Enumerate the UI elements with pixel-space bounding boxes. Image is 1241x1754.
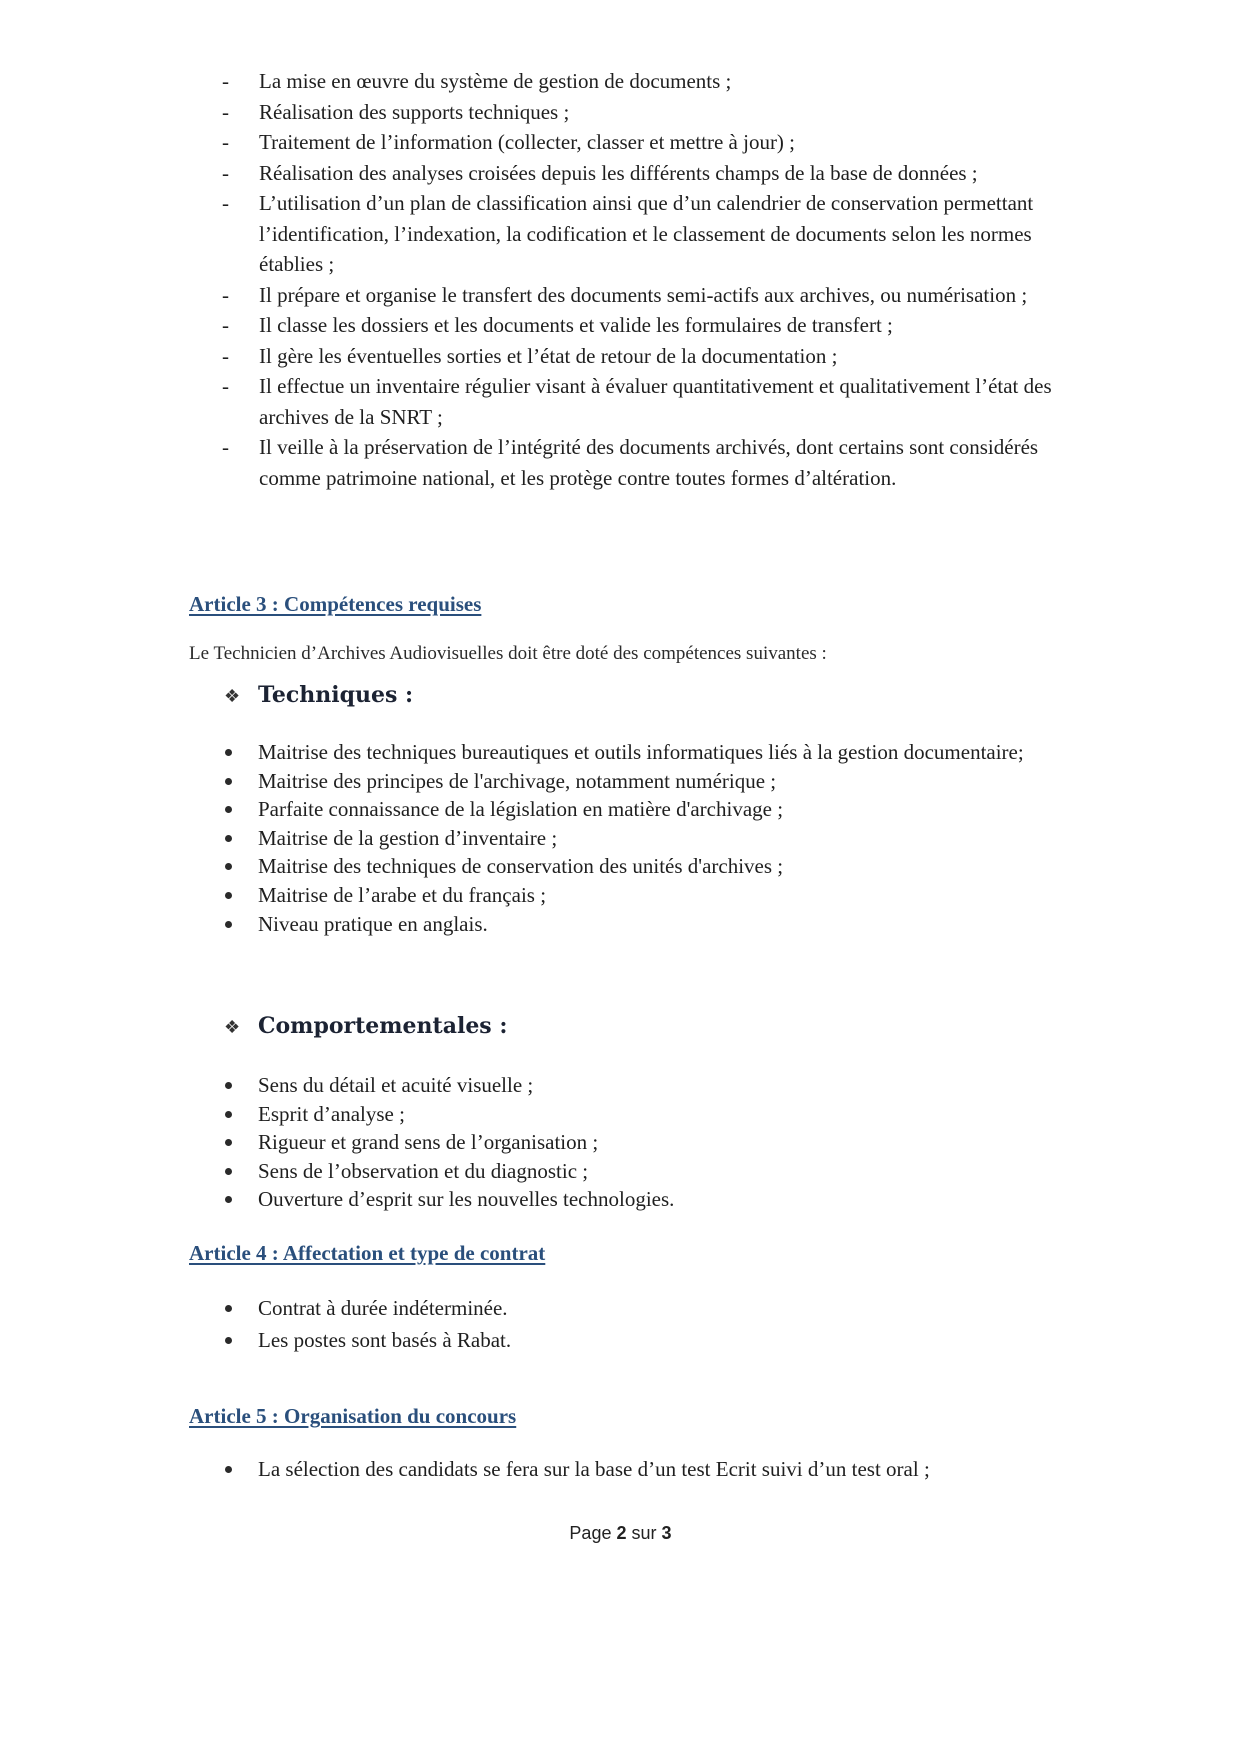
techniques-heading bbox=[224, 682, 413, 708]
techniques-title: Techniques : bbox=[258, 682, 414, 708]
bullet-dot-icon bbox=[225, 1337, 232, 1344]
list-item bbox=[222, 1128, 1072, 1157]
list-item bbox=[222, 1185, 1072, 1214]
bullet-dot-icon bbox=[225, 778, 232, 785]
duty-text: La mise en œuvre du système de gestion de documents ; bbox=[259, 69, 732, 93]
comportementales-heading bbox=[224, 1013, 507, 1039]
skill-text: Maitrise des principes de l'archivage, notamment numérique ; bbox=[258, 768, 777, 793]
contract-text: Contrat à durée indéterminée. bbox=[258, 1296, 508, 1320]
list-item bbox=[222, 158, 1072, 189]
diamond-bullet-icon: ❖ bbox=[224, 686, 241, 707]
selection-text: La sélection des candidats se fera sur la base d’un test Ecrit suivi d’un test oral ; bbox=[258, 1457, 930, 1481]
duty-text: Réalisation des analyses croisées depuis les différents champs de la base de données ; bbox=[259, 160, 978, 185]
bullet-dot-icon bbox=[225, 892, 232, 899]
duty-text: Il effectue un inventaire régulier visant à évaluer quantitativement et qualitativement l’état des archives de la SNRT ; bbox=[259, 374, 1052, 429]
bullet-dot-icon bbox=[225, 1466, 232, 1473]
dash-bullet: - bbox=[222, 374, 229, 398]
dash-bullet: - bbox=[222, 343, 229, 368]
bullet-dot-icon bbox=[225, 806, 232, 813]
page-number bbox=[0, 1523, 1241, 1544]
bullet-dot-icon bbox=[225, 863, 232, 870]
bullet-dot-icon bbox=[225, 749, 232, 756]
list-item bbox=[222, 795, 1072, 824]
list-item bbox=[222, 1324, 1072, 1356]
skill-text: Maitrise des techniques de conservation des unités d'archives ; bbox=[258, 854, 784, 879]
dash-bullet: - bbox=[222, 282, 229, 307]
duties-list bbox=[222, 66, 1072, 493]
list-item bbox=[222, 881, 1072, 910]
dash-bullet: - bbox=[222, 69, 229, 93]
total-pages: 3 bbox=[661, 1523, 672, 1543]
list-item bbox=[222, 1455, 1072, 1484]
bullet-dot-icon bbox=[225, 1139, 232, 1146]
current-page: 2 bbox=[616, 1523, 627, 1543]
duty-text: Traitement de l’information (collecter, classer et mettre à jour) ; bbox=[259, 130, 796, 154]
list-item bbox=[222, 371, 1072, 432]
skill-text: Maitrise de la gestion d’inventaire ; bbox=[258, 825, 558, 850]
comportementales-title: Comportementales : bbox=[258, 1013, 508, 1039]
bullet-dot-icon bbox=[225, 1305, 232, 1312]
list-item bbox=[222, 1071, 1072, 1100]
dash-bullet: - bbox=[222, 99, 229, 124]
bullet-dot-icon bbox=[225, 1168, 232, 1175]
list-item bbox=[222, 910, 1072, 939]
list-item bbox=[222, 127, 1072, 158]
dash-bullet: - bbox=[222, 191, 229, 215]
comportementales-list bbox=[222, 1071, 1072, 1214]
article-4-heading: Article 4 : Affectation et type de contrat bbox=[189, 1241, 546, 1265]
page-word: Page bbox=[569, 1523, 612, 1543]
skill-text: Rigueur et grand sens de l’organisation ; bbox=[258, 1130, 599, 1155]
duty-text: Il prépare et organise le transfert des documents semi-actifs aux archives, ou numérisation ; bbox=[259, 282, 1028, 307]
list-item bbox=[222, 1292, 1072, 1324]
location-text: Les postes sont basés à Rabat. bbox=[258, 1328, 512, 1352]
article-5-list bbox=[222, 1455, 1072, 1484]
list-item bbox=[222, 310, 1072, 341]
article-3-intro: Le Technicien d’Archives Audiovisuelles doit être doté des compétences suivantes : bbox=[189, 643, 827, 664]
bullet-dot-icon bbox=[225, 835, 232, 842]
article-4-list bbox=[222, 1292, 1072, 1356]
list-item bbox=[222, 432, 1072, 493]
list-item bbox=[222, 97, 1072, 128]
of-word: sur bbox=[631, 1523, 657, 1543]
article-3-heading: Article 3 : Compétences requises bbox=[189, 592, 482, 616]
skill-text: Maitrise de l’arabe et du français ; bbox=[258, 882, 547, 907]
skill-text: Parfaite connaissance de la législation en matière d'archivage ; bbox=[258, 797, 784, 822]
dash-bullet: - bbox=[222, 130, 229, 154]
diamond-bullet-icon: ❖ bbox=[224, 1017, 241, 1038]
skill-text: Esprit d’analyse ; bbox=[258, 1101, 405, 1126]
dash-bullet: - bbox=[222, 313, 229, 337]
list-item bbox=[222, 824, 1072, 853]
dash-bullet: - bbox=[222, 435, 229, 459]
skill-text: Ouverture d’esprit sur les nouvelles technologies. bbox=[258, 1187, 675, 1212]
list-item bbox=[222, 767, 1072, 796]
article-5-heading: Article 5 : Organisation du concours bbox=[189, 1404, 517, 1428]
list-item bbox=[222, 738, 1072, 767]
dash-bullet: - bbox=[222, 160, 229, 185]
duty-text: Réalisation des supports techniques ; bbox=[259, 99, 570, 124]
skill-text: Maitrise des techniques bureautiques et outils informatiques liés à la gestion documentaire; bbox=[258, 740, 1024, 764]
list-item bbox=[222, 188, 1072, 280]
bullet-dot-icon bbox=[225, 921, 232, 928]
bullet-dot-icon bbox=[225, 1082, 232, 1089]
duty-text: L’utilisation d’un plan de classification ainsi que d’un calendrier de conservation permettant l’identification, l’indexation, la codification et le classement de documents selon les normes établies ; bbox=[259, 191, 1034, 276]
skill-text: Niveau pratique en anglais. bbox=[258, 911, 488, 936]
bullet-dot-icon bbox=[225, 1196, 232, 1203]
duty-text: Il classe les dossiers et les documents et valide les formulaires de transfert ; bbox=[259, 313, 893, 337]
techniques-list bbox=[222, 738, 1072, 938]
list-item bbox=[222, 341, 1072, 372]
bullet-dot-icon bbox=[225, 1111, 232, 1118]
list-item bbox=[222, 1157, 1072, 1186]
skill-text: Sens du détail et acuité visuelle ; bbox=[258, 1073, 534, 1097]
skill-text: Sens de l’observation et du diagnostic ; bbox=[258, 1158, 589, 1183]
list-item bbox=[222, 280, 1072, 311]
list-item bbox=[222, 852, 1072, 881]
list-item bbox=[222, 66, 1072, 97]
list-item bbox=[222, 1100, 1072, 1129]
duty-text: Il gère les éventuelles sorties et l’état de retour de la documentation ; bbox=[259, 343, 838, 368]
duty-text: Il veille à la préservation de l’intégrité des documents archivés, dont certains sont considérés comme patrimoine national, et les protège contre toutes formes d’altération. bbox=[259, 435, 1039, 490]
